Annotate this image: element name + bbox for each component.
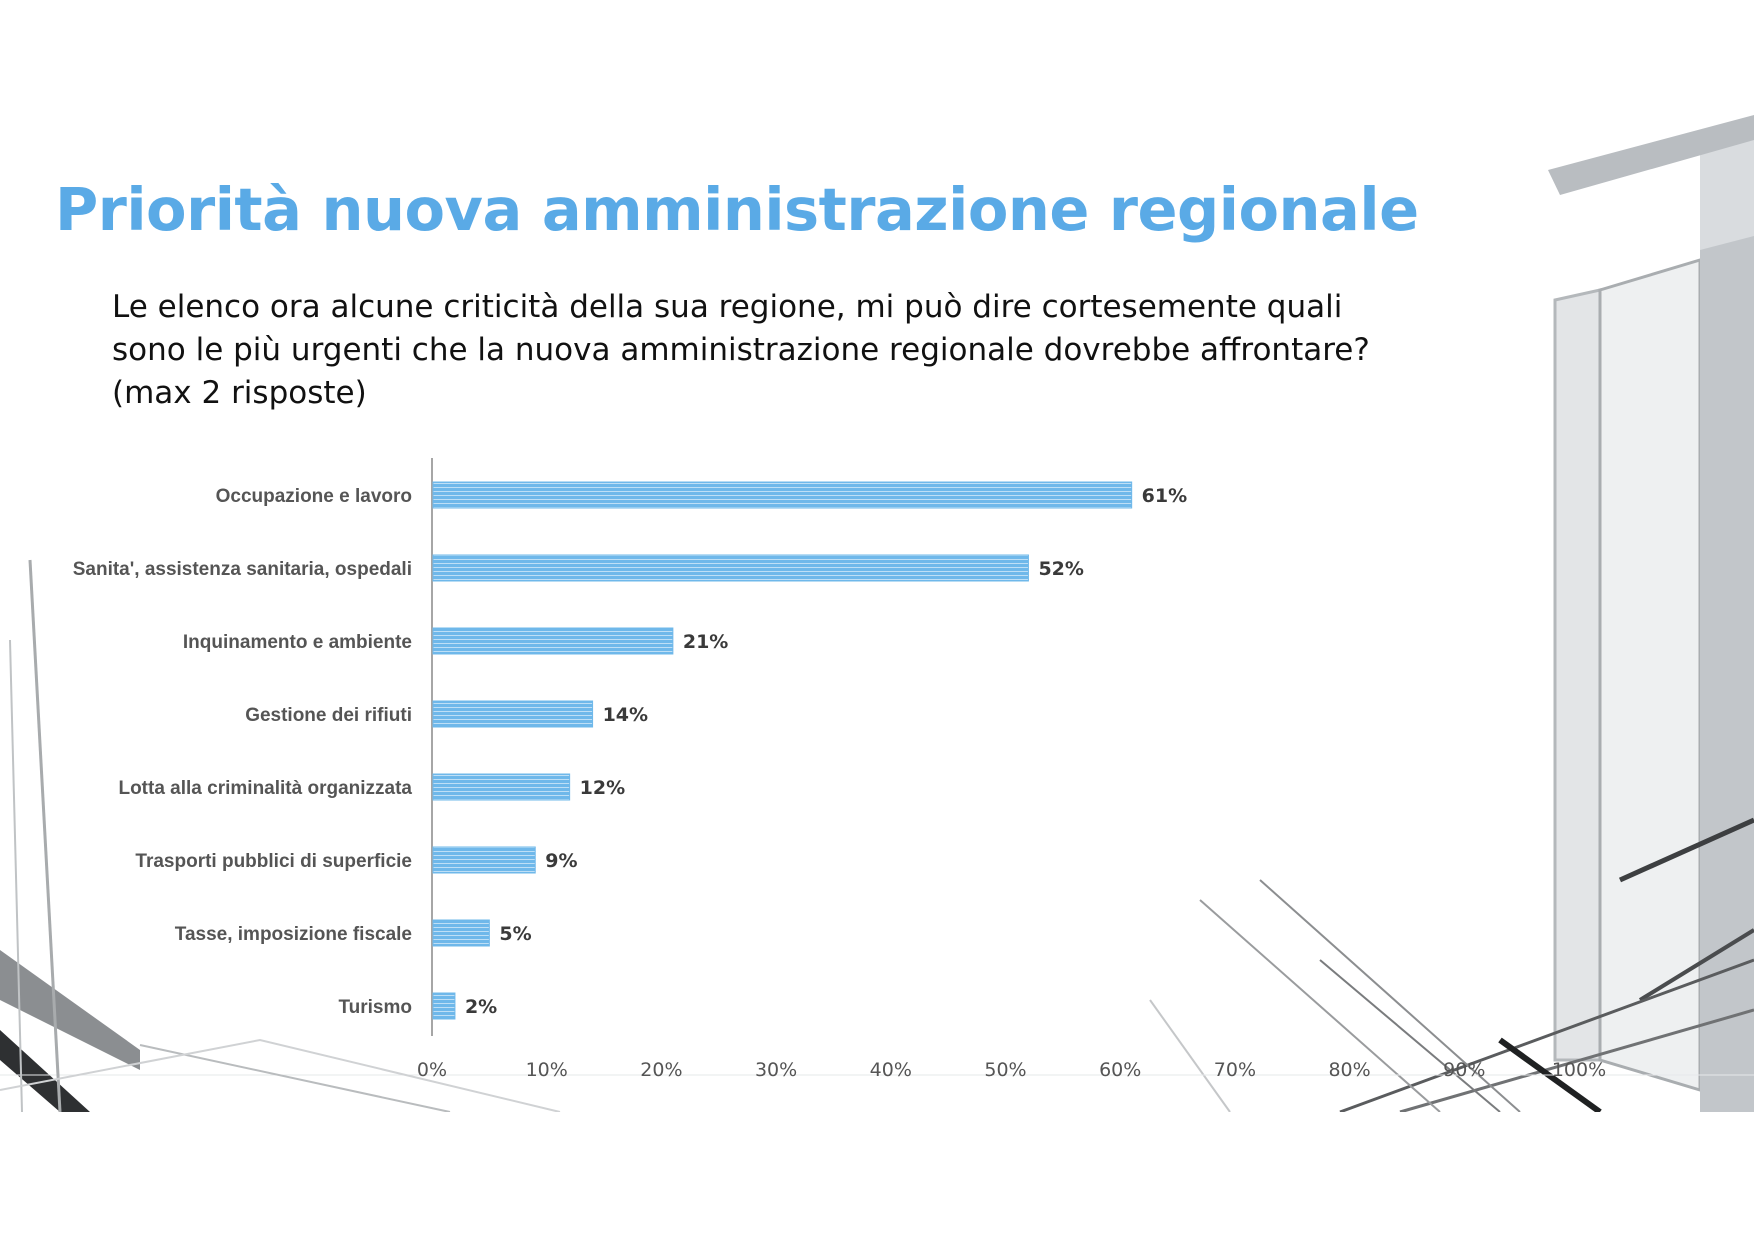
bar-value-label: 5% bbox=[499, 923, 532, 945]
x-tick-label: 100% bbox=[1551, 1059, 1607, 1081]
bar bbox=[433, 628, 673, 654]
bar bbox=[433, 847, 535, 873]
bar-value-label: 2% bbox=[464, 996, 498, 1018]
bar bbox=[433, 774, 570, 800]
category-label: Tasse, imposizione fiscale bbox=[174, 924, 412, 945]
category-label: Trasporti pubblici di superficie bbox=[135, 851, 412, 872]
x-tick-label: 50% bbox=[984, 1059, 1027, 1081]
bar-value-label: 61% bbox=[1141, 485, 1188, 507]
bar bbox=[433, 701, 593, 727]
bar bbox=[433, 482, 1132, 508]
bar bbox=[433, 993, 455, 1019]
x-tick-label: 90% bbox=[1443, 1059, 1486, 1081]
x-tick-label: 20% bbox=[640, 1059, 683, 1081]
survey-question-line-1: Le elenco ora alcune criticità della sua regione, mi può dire cortesemente quali bbox=[112, 289, 1343, 325]
bar bbox=[433, 920, 489, 946]
bar-value-label: 21% bbox=[682, 631, 729, 653]
category-label: Inquinamento e ambiente bbox=[182, 632, 412, 653]
category-label: Gestione dei rifiuti bbox=[245, 705, 412, 726]
bar-value-label: 12% bbox=[579, 777, 626, 799]
x-tick-label: 0% bbox=[416, 1059, 448, 1081]
category-label: Occupazione e lavoro bbox=[215, 486, 412, 507]
bar-value-label: 9% bbox=[545, 850, 578, 872]
x-tick-label: 40% bbox=[869, 1059, 912, 1081]
bar-value-label: 14% bbox=[602, 704, 649, 726]
x-tick-label: 60% bbox=[1099, 1059, 1142, 1081]
slide-title: Priorità nuova amministrazione regionale bbox=[55, 175, 1419, 244]
x-tick-label: 10% bbox=[525, 1059, 568, 1081]
bar bbox=[433, 555, 1028, 581]
category-label: Sanita', assistenza sanitaria, ospedali bbox=[72, 559, 412, 580]
survey-question-line-2: sono le più urgenti che la nuova amministrazione regionale dovrebbe affrontare? bbox=[112, 332, 1370, 368]
x-tick-label: 80% bbox=[1328, 1059, 1371, 1081]
bar-value-label: 52% bbox=[1038, 558, 1084, 580]
x-tick-label: 70% bbox=[1213, 1059, 1257, 1081]
survey-question-line-3: (max 2 risposte) bbox=[112, 375, 367, 411]
category-label: Lotta alla criminalità organizzata bbox=[118, 778, 412, 799]
category-label: Turismo bbox=[338, 997, 412, 1018]
x-tick-label: 30% bbox=[754, 1059, 798, 1081]
